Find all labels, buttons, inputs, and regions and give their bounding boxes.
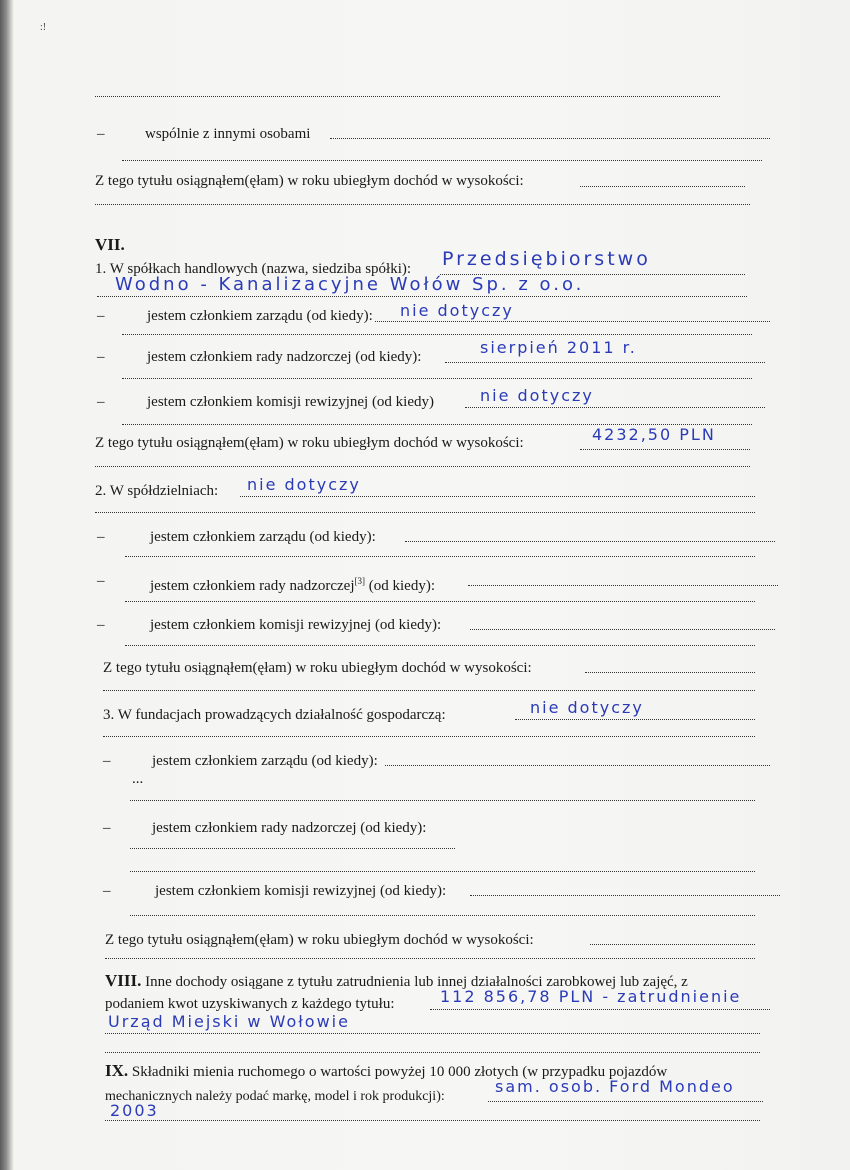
section-viii-text1: Inne dochody osiągane z tytułu zatrudnienia lub innej działalności zarobkowej lub zajęć, z (145, 974, 688, 990)
dotted-line (130, 871, 755, 872)
dotted-line (580, 186, 745, 187)
dotted-line (105, 1033, 760, 1034)
dash: – (97, 617, 105, 633)
dash: – (97, 308, 105, 324)
dotted-line (125, 556, 755, 557)
section-viii-text2: podaniem kwot uzyskiwanych z każdego tytułu: (105, 996, 395, 1012)
footnote-ref: [3] (354, 576, 365, 586)
coops-audit-label: jestem członkiem komisji rewizyjnej (od kiedy): (150, 617, 442, 633)
section-viii-heading: VIII. (105, 971, 142, 990)
jointly-label: wspólnie z innymi osobami (145, 126, 311, 142)
dash: – (103, 753, 111, 769)
dotted-line (130, 800, 755, 801)
dash: – (97, 349, 105, 365)
dotted-line (385, 765, 770, 766)
supervisory-handwritten: sierpień 2011 r. (480, 338, 637, 357)
foundations-income-label: Z tego tytułu osiągnąłem(ęłam) w roku ubiegłym dochód w wysokości: (105, 932, 534, 948)
dotted-line (580, 449, 750, 450)
dash: – (97, 573, 105, 589)
income-handwritten: 4232,50 PLN (592, 425, 716, 444)
dotted-line (240, 496, 755, 497)
coops-income-label: Z tego tytułu osiągnąłem(ęłam) w roku ubiegłym dochód w wysokości: (103, 660, 532, 676)
dotted-line (515, 719, 755, 720)
coops-supervisory-text: jestem członkiem rady nadzorczej (150, 578, 355, 594)
dotted-line (130, 848, 455, 849)
dotted-line (97, 296, 747, 297)
dotted-line (465, 407, 765, 408)
dotted-line (122, 160, 762, 161)
coops-handwritten: nie dotyczy (247, 475, 361, 494)
dotted-line (105, 1052, 760, 1053)
audit-label: jestem członkiem komisji rewizyjnej (od kiedy) (147, 394, 435, 410)
coops-label: 2. W spółdzielniach: (95, 483, 219, 499)
company-name-handwritten: Przedsiębiorstwo (442, 248, 651, 270)
dotted-line (103, 690, 755, 691)
dash: – (97, 529, 105, 545)
dotted-line (105, 958, 755, 959)
dotted-line (125, 645, 755, 646)
supervisory-label: jestem członkiem rady nadzorczej (od kiedy): (147, 349, 422, 365)
foundations-board-label: jestem członkiem zarządu (od kiedy): (152, 753, 378, 769)
dotted-line (95, 204, 750, 205)
dotted-line (95, 466, 750, 467)
dotted-line (122, 378, 752, 379)
dotted-line (470, 895, 780, 896)
foundations-handwritten: nie dotyczy (530, 698, 644, 717)
dotted-line (430, 1009, 770, 1010)
dotted-line (95, 512, 755, 513)
company-name-handwritten-2: Wodno - Kanalizacyjne Wołów Sp. z o.o. (115, 274, 585, 295)
dotted-line (130, 915, 755, 916)
dotted-line (105, 1120, 760, 1121)
section-viii-handwritten-1: 112 856,78 PLN - zatrudnienie (440, 987, 742, 1006)
dotted-line (95, 96, 720, 97)
dotted-line (470, 629, 775, 630)
dotted-line (445, 362, 765, 363)
foundations-label: 3. W fundacjach prowadzących działalność gospodarczą: (103, 707, 446, 723)
coops-supervisory-label (150, 572, 435, 595)
foundations-audit-label: jestem członkiem komisji rewizyjnej (od kiedy): (155, 883, 447, 899)
dotted-line (330, 138, 770, 139)
dash: – (97, 394, 105, 410)
section-ix-text1: Składniki mienia ruchomego o wartości powyżej 10 000 złotych (w przypadku pojazdów (131, 1064, 668, 1080)
dotted-line (103, 736, 755, 737)
dotted-line (468, 585, 778, 586)
income-label: Z tego tytułu osiągnąłem(ęłam) w roku ubiegłym dochód w wysokości: (95, 435, 524, 451)
dotted-line (405, 541, 775, 542)
board-handwritten: nie dotyczy (400, 301, 514, 320)
dotted-line (375, 321, 770, 322)
section-ix-heading: IX. (105, 1061, 129, 1080)
ellipsis: ... (132, 771, 144, 787)
dotted-line (488, 1101, 763, 1102)
dotted-line (585, 672, 755, 673)
income-label: Z tego tytułu osiągnąłem(ęłam) w roku ubiegłym dochód w wysokości: (95, 173, 524, 189)
dotted-line (122, 334, 752, 335)
coops-board-label: jestem członkiem zarządu (od kiedy): (150, 529, 376, 545)
dotted-line (590, 944, 755, 945)
dash: – (103, 820, 111, 836)
section-ix-text2: mechanicznych należy podać markę, model i rok produkcji): (105, 1089, 445, 1104)
audit-handwritten: nie dotyczy (480, 386, 594, 405)
section-vii-heading: VII. (95, 235, 125, 254)
margin-mark: :! (40, 22, 47, 33)
board-label: jestem członkiem zarządu (od kiedy): (147, 308, 373, 324)
section-ix-handwritten-2: 2003 (110, 1101, 159, 1120)
coops-supervisory-tail: (od kiedy): (365, 578, 435, 594)
dotted-line (125, 601, 755, 602)
dash: – (97, 126, 105, 142)
section-ix-handwritten-1: sam. osob. Ford Mondeo (495, 1077, 735, 1096)
section-viii-handwritten-2: Urząd Miejski w Wołowie (108, 1012, 350, 1031)
companies-label: 1. W spółkach handlowych (nazwa, siedziba spółki): (95, 261, 412, 277)
foundations-supervisory-label: jestem członkiem rady nadzorczej (od kiedy): (152, 820, 427, 836)
dash: – (103, 883, 111, 899)
